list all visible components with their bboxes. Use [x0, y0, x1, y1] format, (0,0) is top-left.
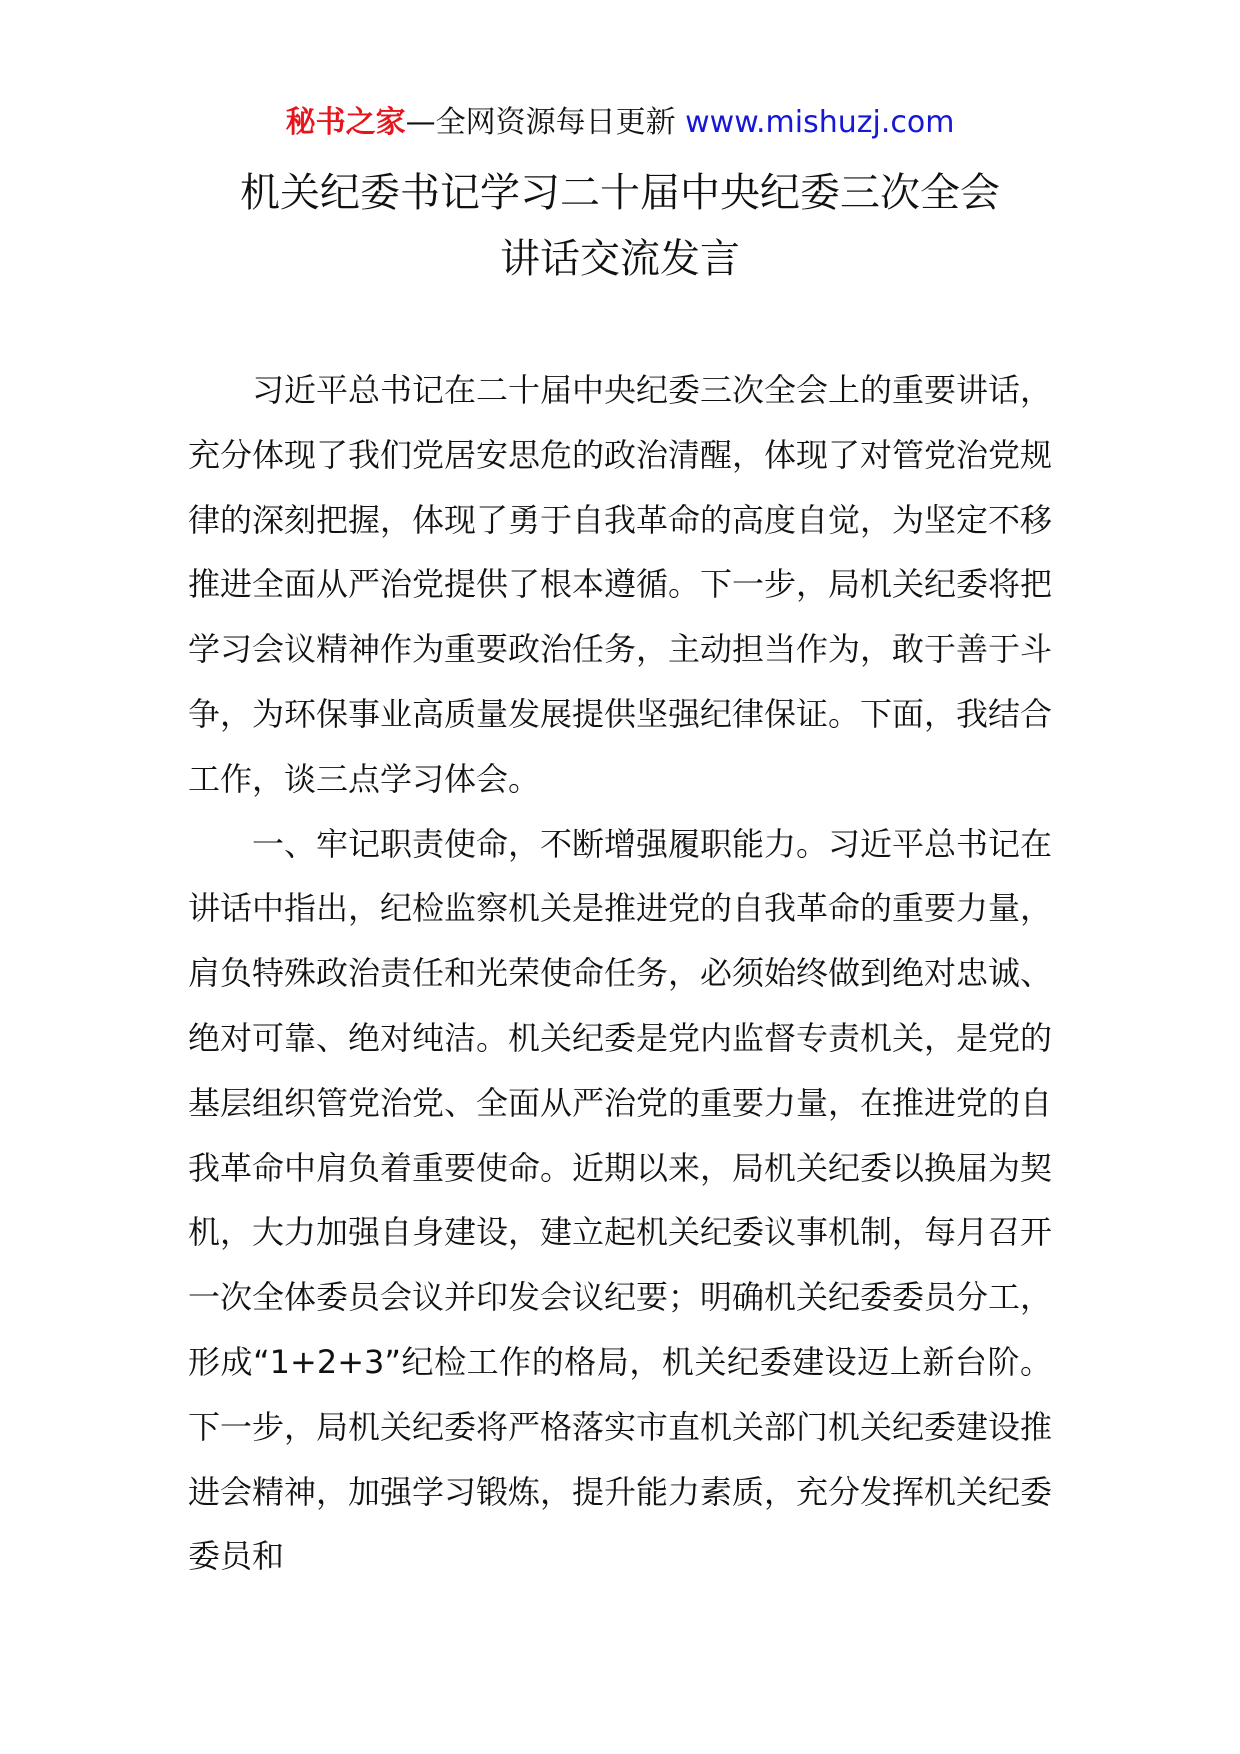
document-title-line-2: 讲话交流发言 [500, 236, 740, 282]
document-title-line-1: 机关纪委书记学习二十届中央纪委三次全会 [240, 170, 1000, 216]
site-url-link[interactable]: www.mishuzj.com [685, 105, 955, 140]
body-paragraph-1: 习近平总书记在二十届中央纪委三次全会上的重要讲话，充分体现了我们党居安思危的政治清醒，体现了对管党治党规律的深刻把握，体现了勇于自我革命的高度自觉，为坚定不移推进全面从严治党提供了根本遵循。下一步，局机关纪委将把学习会议精神作为重要政治任务，主动担当作为，敢于善于斗争，为环保事业高质量发展提供坚强纪律保证。下面，我结合工作，谈三点学习体会。 [188, 371, 1053, 798]
site-header [0, 100, 1240, 146]
site-brand: 秘书之家 [285, 105, 406, 140]
document-body [188, 358, 1052, 1589]
body-paragraph-2: 一、牢记职责使命，不断增强履职能力。习近平总书记在讲话中指出，纪检监察机关是推进党的自我革命的重要力量，肩负特殊政治责任和光荣使命任务，必须始终做到绝对忠诚、绝对可靠、绝对纯洁。机关纪委是党内监督专责机关，是党的基层组织管党治党、全面从严治党的重要力量，在推进党的自我革命中肩负着重要使命。近期以来，局机关纪委以换届为契机，大力加强自身建设，建立起机关纪委议事机制，每月召开一次全体委员会议并印发会议纪要；明确机关纪委委员分工，形成“1+2+3”纪检工作的格局，机关纪委建设迈上新台阶。下一步，局机关纪委将严格落实市直机关部门机关纪委建设推进会精神，加强学习锻炼，提升能力素质，充分发挥机关纪委委员和 [188, 824, 1053, 1576]
site-tagline: —全网资源每日更新 [405, 105, 686, 140]
